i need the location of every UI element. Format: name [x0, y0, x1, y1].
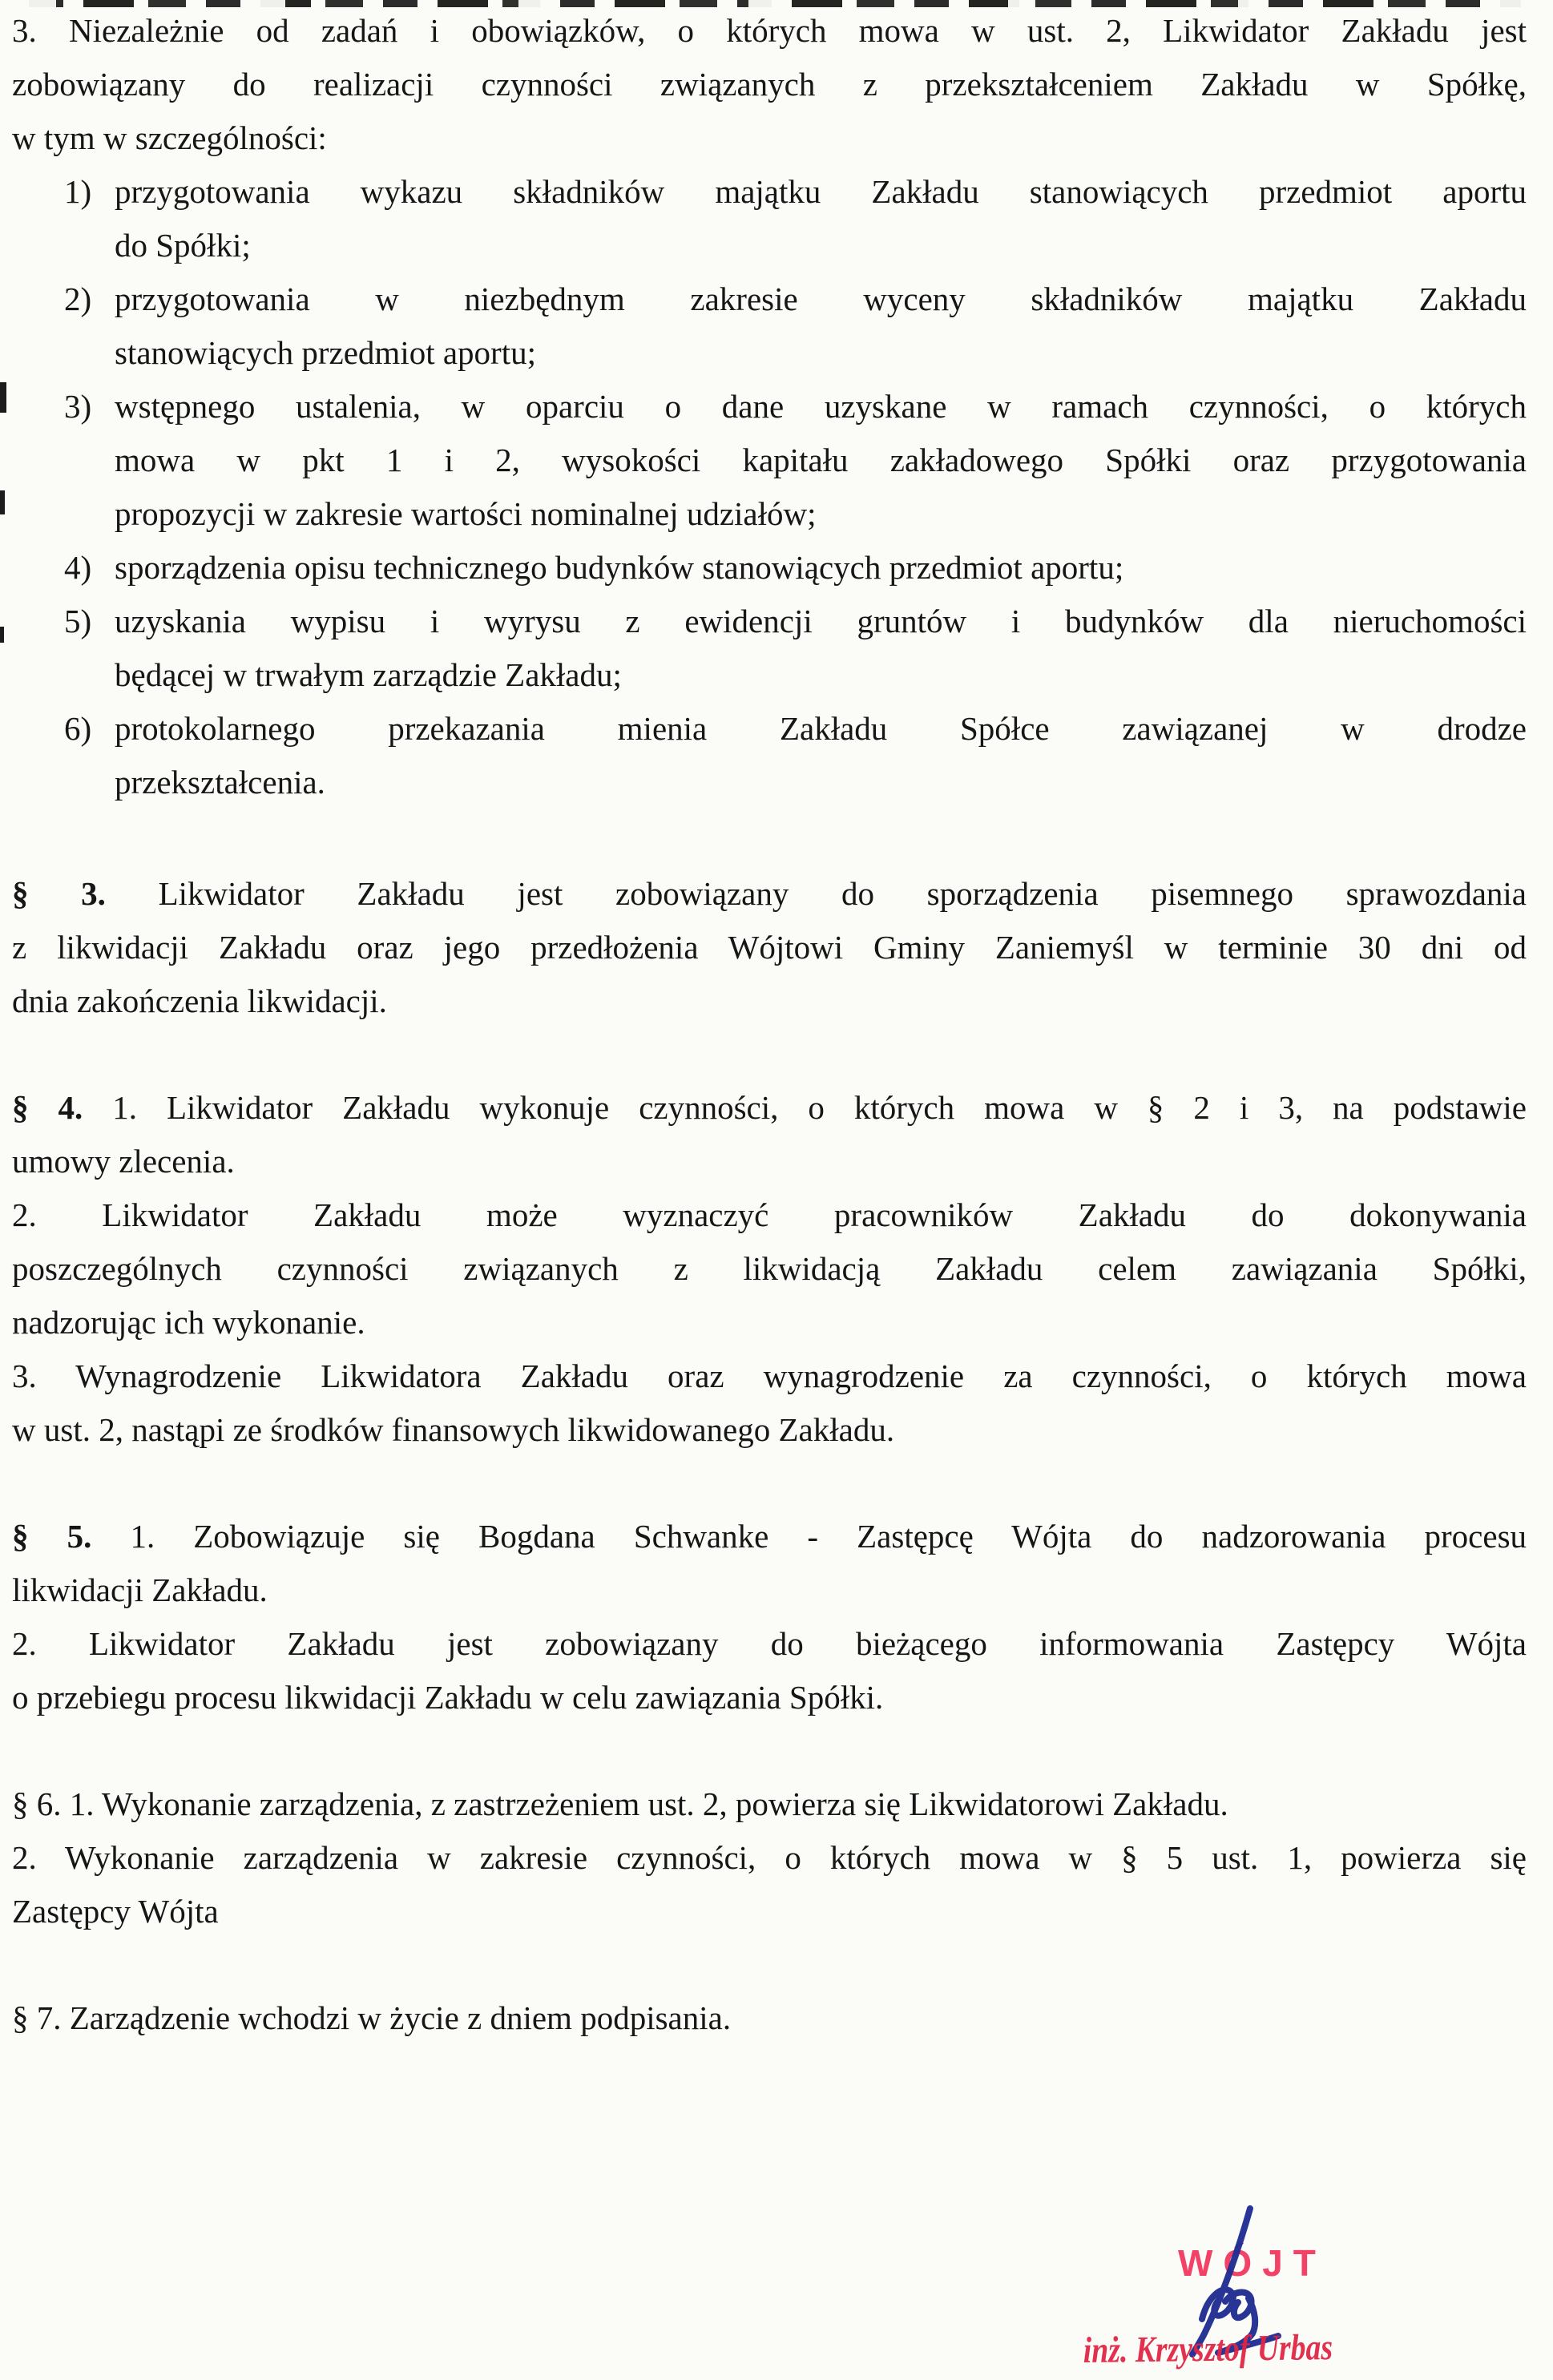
section-line: o przebiegu procesu likwidacji Zakładu w celu zawiązania Spółki. [12, 1679, 884, 1716]
list-item-text: przygotowania w niezbędnym zakresie wyceny składników majątku Zakładu [115, 280, 1527, 317]
section-line: poszczególnych czynności związanych z likwidacją Zakładu celem zawiązania Spółki, [12, 1250, 1527, 1287]
list-item-marker: 6) [64, 710, 92, 747]
list-item-line: mowa w pkt 1 i 2, wysokości kapitału zakładowego Spółki oraz przygotowania [115, 442, 1527, 478]
list-item-text: protokolarnego przekazania mienia Zakładu Spółce zawiązanej w drodze [115, 710, 1527, 747]
list-item-line: będącej w trwałym zarządzie Zakładu; [115, 656, 622, 693]
list-item-line: przekształcenia. [115, 764, 325, 801]
section-line: umowy zlecenia. [12, 1143, 235, 1180]
list-item-text: uzyskania wypisu i wyrysu z ewidencji gruntów i budynków dla nieruchomości [115, 603, 1527, 639]
list-item-line: propozycji w zakresie wartości nominalnej udziałów; [115, 495, 817, 532]
section-marker: § 7. [12, 1999, 62, 2036]
list-item-marker: 3) [64, 388, 92, 425]
list-item-line: do Spółki; [115, 227, 251, 264]
section-line: z likwidacji Zakładu oraz jego przedłożenia Wójtowi Gminy Zaniemyśl w terminie 30 dni od [12, 929, 1527, 966]
list-item-marker: 2) [64, 280, 92, 317]
section-par-6 [12, 1777, 1527, 1938]
list-item-text: sporządzenia opisu technicznego budynków stanowiących przedmiot aportu; [115, 549, 1124, 586]
section-par-5 [12, 1510, 1527, 1724]
list-item-marker: 4) [64, 549, 92, 586]
section-line: w ust. 2, nastąpi ze środków finansowych likwidowanego Zakładu. [12, 1411, 895, 1448]
list-item-text: przygotowania wykazu składników majątku Zakładu stanowiących przedmiot aportu [115, 173, 1527, 210]
section-line [12, 1991, 1527, 2045]
section-line: dnia zakończenia likwidacji. [12, 982, 387, 1019]
wojt-office-stamp: WÓJT [1178, 2242, 1326, 2284]
list-item-text: wstępnego ustalenia, w oparciu o dane uzyskane w ramach czynności, o których [115, 388, 1527, 425]
section-line [12, 1777, 1527, 1831]
section-line: 2. Likwidator Zakładu jest zobowiązany do bieżącego informowania Zastępcy Wójta [12, 1625, 1527, 1662]
scan-edge-artifact [0, 382, 6, 413]
section-par-3 [12, 867, 1527, 1028]
section-line [12, 1510, 1527, 1563]
section-par-7 [12, 1991, 1527, 2045]
section-line: nadzorując ich wykonanie. [12, 1304, 365, 1341]
scan-edge-artifact [0, 490, 5, 514]
section-marker: § 3. [12, 875, 106, 912]
section-marker: § 4. [12, 1089, 83, 1126]
paragraph-line: zobowiązany do realizacji czynności związanych z przekształceniem Zakładu w Spółkę, [12, 66, 1527, 103]
list-item-line [12, 541, 1527, 595]
section-line [12, 1081, 1527, 1135]
list-item-marker: 1) [64, 173, 92, 210]
section-par-4 [12, 1081, 1527, 1457]
list-item-line [12, 165, 1527, 219]
document-body [12, 4, 1527, 2045]
list-item-line [12, 272, 1527, 326]
section-marker: § 6. [12, 1785, 62, 1822]
paragraph-line: 3. Niezależnie od zadań i obowiązków, o których mowa w ust. 2, Likwidator Zakładu jest [12, 12, 1527, 49]
section-text: 1. Zobowiązuje się Bogdana Schwanke - Zastępcę Wójta do nadzorowania procesu [130, 1518, 1527, 1555]
list-item-line: stanowiących przedmiot aportu; [115, 334, 536, 371]
section-line: Zastępcy Wójta [12, 1893, 219, 1930]
section-text: 1. Wykonanie zarządzenia, z zastrzeżeniem ust. 2, powierza się Likwidatorowi Zakładu. [69, 1785, 1228, 1822]
section-line: 3. Wynagrodzenie Likwidatora Zakładu oraz wynagrodzenie za czynności, o których mowa [12, 1357, 1527, 1394]
list-item-line [12, 380, 1527, 434]
section-text: Zarządzenie wchodzi w życie z dniem podpisania. [69, 1999, 732, 2036]
section-line [12, 867, 1527, 921]
paragraph-line: w tym w szczególności: [12, 119, 327, 156]
list-item-line [12, 702, 1527, 756]
scan-edge-artifact [0, 627, 4, 643]
list-item-line [12, 595, 1527, 648]
section-marker: § 5. [12, 1518, 92, 1555]
signer-name-stamp: inż. Krzysztof Urbas [1083, 2326, 1333, 2370]
section-line: likwidacji Zakładu. [12, 1571, 268, 1608]
section-line: 2. Wykonanie zarządzenia w zakresie czynności, o których mowa w § 5 ust. 1, powierza się [12, 1839, 1527, 1876]
section-text: 1. Likwidator Zakładu wykonuje czynności, o których mowa w § 2 i 3, na podstawie [112, 1089, 1527, 1126]
section-line: 2. Likwidator Zakładu może wyznaczyć pracowników Zakładu do dokonywania [12, 1196, 1527, 1233]
section-text: Likwidator Zakładu jest zobowiązany do sporządzenia pisemnego sprawozdania [158, 875, 1527, 912]
list-item-marker: 5) [64, 603, 92, 639]
